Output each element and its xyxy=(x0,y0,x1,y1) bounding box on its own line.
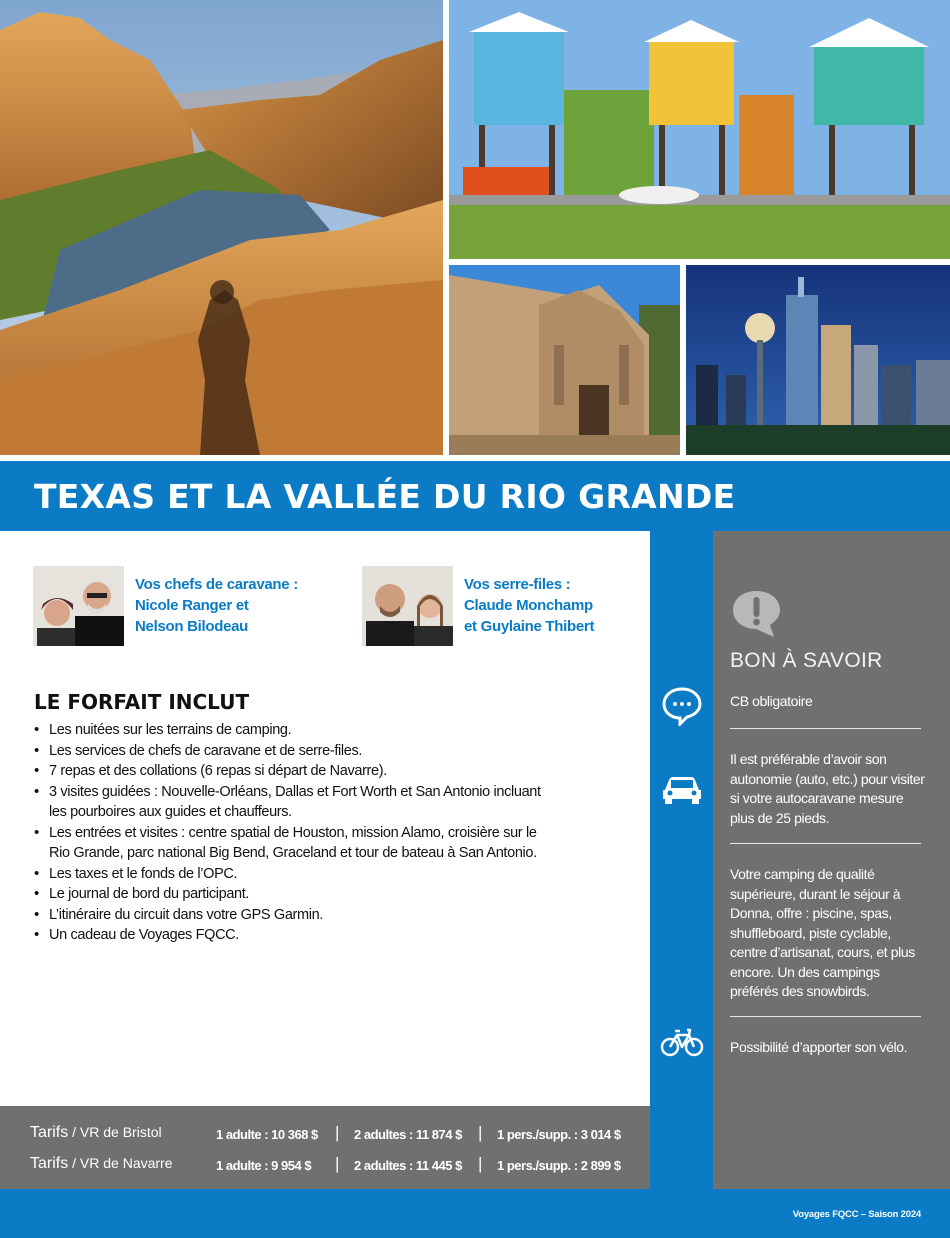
separator: | xyxy=(335,1123,340,1142)
tarifs-bar xyxy=(0,1106,650,1189)
price-extra-person: 1 pers./supp. : 3 014 $ xyxy=(497,1127,621,1142)
leaders-photo xyxy=(33,566,124,646)
bicycle-icon xyxy=(659,1021,705,1061)
alamo-mission-photo xyxy=(449,265,680,455)
separator: | xyxy=(478,1123,483,1142)
price-1-adult: 1 adulte : 10 368 $ xyxy=(216,1127,318,1142)
note-autonomy: Il est préférable d’avoir son autonomie (auto, etc.) pour visiter si votre autocaravane mesure plus de 25 pieds. xyxy=(730,751,925,826)
list-item: • Le journal de bord du participant. xyxy=(34,884,554,905)
note-cb: CB obligatoire xyxy=(730,693,813,709)
price-2-adults: 2 adultes : 11 874 $ xyxy=(354,1127,462,1142)
price-1-adult: 1 adulte : 9 954 $ xyxy=(216,1158,312,1173)
main-content xyxy=(0,531,650,1106)
car-icon xyxy=(659,768,705,808)
tarif-label: Tarifs / VR de Bristol xyxy=(30,1124,162,1141)
tarif-row-bristol xyxy=(0,1123,650,1147)
sweepers-name-line1: Claude Monchamp xyxy=(464,597,593,614)
leaders-name-line1: Nicole Ranger et xyxy=(135,597,249,614)
price-extra-person: 1 pers./supp. : 2 899 $ xyxy=(497,1158,621,1173)
chat-bubble-icon xyxy=(659,686,705,726)
footer-credit: Voyages FQCC – Saison 2024 xyxy=(792,1209,921,1220)
leaders-name-line2: Nelson Bilodeau xyxy=(135,618,249,635)
sweepers-name-line2: et Guylaine Thibert xyxy=(464,618,595,635)
footer xyxy=(0,1189,950,1238)
caravan-leaders-card xyxy=(33,566,298,646)
good-to-know-heading: BON À SAVOIR xyxy=(730,649,883,672)
page-title: TEXAS ET LA VALLÉE DU RIO GRANDE xyxy=(34,477,736,516)
list-item: • Un cadeau de Voyages FQCC. xyxy=(34,925,554,946)
separator: | xyxy=(478,1154,483,1173)
leaders-heading: Vos chefs de caravane : xyxy=(135,576,298,593)
price-2-adults: 2 adultes : 11 445 $ xyxy=(354,1158,462,1173)
note-bike: Possibilité d’apporter son vélo. xyxy=(730,1039,908,1055)
icon-strip xyxy=(650,531,713,1189)
forfait-list xyxy=(34,720,554,946)
title-band xyxy=(0,461,950,531)
separator: | xyxy=(335,1154,340,1173)
list-item: • Les taxes et le fonds de l’OPC. xyxy=(34,864,554,885)
tarif-row-navarre xyxy=(0,1154,650,1178)
canyon-photo xyxy=(0,0,443,455)
sweepers-card xyxy=(362,566,594,646)
good-to-know-sidebar xyxy=(713,531,950,1189)
tarif-label: Tarifs / VR de Navarre xyxy=(30,1155,173,1172)
list-item: • L’itinéraire du circuit dans votre GPS Garmin. xyxy=(34,905,554,926)
divider xyxy=(730,843,921,844)
list-item: • 3 visites guidées : Nouvelle-Orléans, Dallas et Fort Worth et San Antonio incluant les pourboires aux guides et chauffeurs. xyxy=(34,782,554,823)
forfait-heading: LE FORFAIT INCLUT xyxy=(34,690,250,714)
divider xyxy=(730,728,921,729)
list-item: • Les services de chefs de caravane et de serre-files. xyxy=(34,741,554,762)
stilt-houses-photo xyxy=(449,0,950,259)
sweepers-heading: Vos serre-files : xyxy=(464,576,571,593)
dallas-skyline-photo xyxy=(686,265,950,455)
note-camping: Votre camping de qualité supérieure, durant le séjour à Donna, offre : piscine, spas, shuffleboard, piste cyclable, centre d’artisanat, cours, et plus encore. Un des campings préférés des snowbirds. xyxy=(730,866,915,999)
list-item: • Les nuitées sur les terrains de camping. xyxy=(34,720,554,741)
sweepers-photo xyxy=(362,566,453,646)
list-item: • 7 repas et des collations (6 repas si départ de Navarre). xyxy=(34,761,554,782)
alert-icon xyxy=(730,589,786,639)
divider xyxy=(730,1016,921,1017)
list-item: • Les entrées et visites : centre spatial de Houston, mission Alamo, croisière sur le Rio Grande, parc national Big Bend, Graceland et tour de bateau à San Antonio. xyxy=(34,823,554,864)
